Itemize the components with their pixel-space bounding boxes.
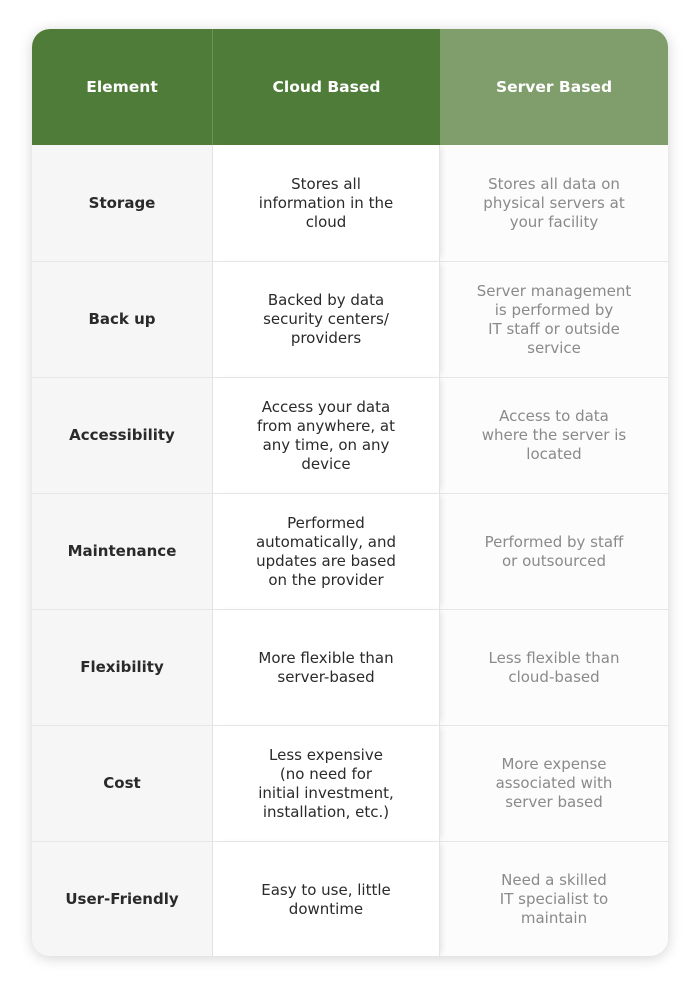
row-label-flexibility: Flexibility (32, 609, 213, 725)
row-label-storage: Storage (32, 145, 213, 261)
server-cell-maintenance: Performed by staff or outsourced (440, 493, 668, 609)
row-label-cost: Cost (32, 725, 213, 841)
comparison-table (32, 29, 668, 956)
server-cell-cost: More expense associated with server based (440, 725, 668, 841)
cloud-cell-back-up: Backed by data security centers/ providers (213, 261, 440, 377)
row-label-accessibility: Accessibility (32, 377, 213, 493)
row-label-back-up: Back up (32, 261, 213, 377)
comparison-card (32, 29, 668, 956)
header-cloud-based: Cloud Based (213, 29, 440, 145)
server-cell-accessibility: Access to data where the server is located (440, 377, 668, 493)
server-cell-user-friendly: Need a skilled IT specialist to maintain (440, 841, 668, 956)
cloud-cell-accessibility: Access your data from anywhere, at any time, on any device (213, 377, 440, 493)
server-cell-back-up: Server management is performed by IT staff or outside service (440, 261, 668, 377)
header-element: Element (32, 29, 213, 145)
cloud-cell-maintenance: Performed automatically, and updates are based on the provider (213, 493, 440, 609)
server-cell-storage: Stores all data on physical servers at your facility (440, 145, 668, 261)
row-label-maintenance: Maintenance (32, 493, 213, 609)
cloud-cell-flexibility: More flexible than server-based (213, 609, 440, 725)
cloud-cell-user-friendly: Easy to use, little downtime (213, 841, 440, 956)
header-server-based: Server Based (440, 29, 668, 145)
cloud-cell-cost: Less expensive (no need for initial investment, installation, etc.) (213, 725, 440, 841)
row-label-user-friendly: User-Friendly (32, 841, 213, 956)
cloud-cell-storage: Stores all information in the cloud (213, 145, 440, 261)
server-cell-flexibility: Less flexible than cloud-based (440, 609, 668, 725)
